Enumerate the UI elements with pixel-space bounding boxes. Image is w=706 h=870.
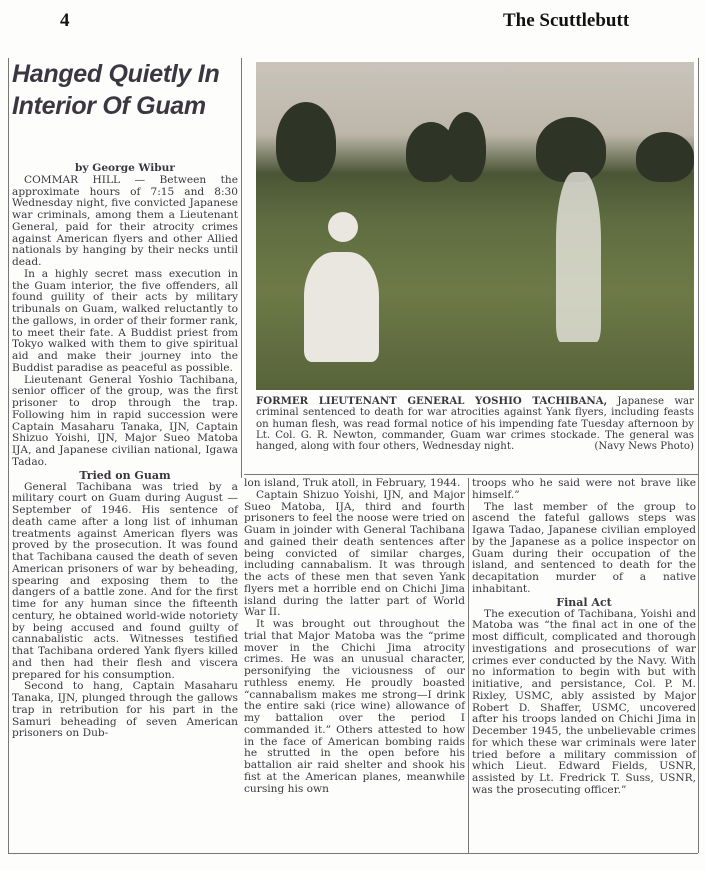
caption-body: Japanese war criminal sentenced to death for war atrocities against Yank flyers, including feasts on human flesh, was read formal notice of his impending fate Tuesday afternoon by Lt. Col. G. R. Newton, commander, Guam war crimes stockade. The general was hanged, along with four others, Wednesday night. [256,396,694,453]
caption-rule [244,474,698,475]
article-column-2 [244,478,465,795]
paragraph: It was brought out throughout the trial that Major Matoba was the “prime mover in the Chichi Jima atrocity crimes. He was an unusual character, personifying the viciousness of our ruthless enemy. He proudly boasted “cannabalism makes me strong—I drink the entire saki (rice wine) allowance of my battalion over the period I commanded it.” Others attested to how in the face of American bombing raids he strutted in the open before his battalion air raid shelter and shook his fist at the American planes, meanwhile cursing his own [244,618,465,795]
photo-caption [256,396,694,452]
headline: Hanged Quietly In Interior Of Guam [12,60,220,120]
photo-credit: (Navy News Photo) [594,441,694,453]
subhead-tried-on-guam: Tried on Guam [79,468,171,482]
column-rule [468,478,469,853]
paragraph: The last member of the group to ascend the fateful gallows steps was Igawa Tadao, Japanese civilian employed by the Japanese as a police inspector on Guam during their occupation of the island, and sentenced to death for the decapitation murder of a native inhabitant. [472,500,696,595]
border-right [698,58,699,853]
paragraph: Captain Shizuo Yoishi, IJN, and Major Sueo Matoba, IJA, third and fourth prisoners to feel the noose were tried on Guam in joinder with General Tachibana and gained their death sentences after being convicted of similar charges, including cannabalism. It was through the acts of these men that seven Yank flyers met a horrible end on Chichi Jima island during the latter part of World War II. [244,488,465,619]
paragraph: COMMAR HILL — Between the approximate hours of 7:15 and 8:30 Wednesday night, five convicted Japanese war criminals, among them a Lieutenant General, paid for their atrocity crimes against American flyers and other Allied nationals by hanging by their necks until dead. [12,173,238,268]
paragraph: lon island, Truk atoll, in February, 1944. [244,477,461,489]
news-photo [256,62,694,390]
article-column-1 [12,163,238,740]
page-number: 4 [60,10,70,31]
paragraph: In a highly secret mass execution in the Guam interior, the five offenders, all found guility of their acts by military tribunals on Guam, walked reluctantly to the gallows, in order of their former rank, to meet their fate. A Buddist priest from Tokyo walked with them to give spiritual aid and make their journey into the Buddist paradise as peaceful as possible. [12,267,238,374]
paragraph: Second to hang, Captain Masaharu Tanaka, IJN, plunged through the gallows trap in retribution for his part in the Samuri beheading of seven American prisoners on Dub- [12,680,238,740]
bottom-rule [8,853,698,854]
caption-lead: FORMER LIEUTENANT GENERAL YOSHIO TACHIBANA, [256,395,608,407]
paragraph: troops who he said were not brave like himself.” [472,477,696,501]
subhead-final-act: Final Act [556,595,612,609]
column-rule [241,58,242,478]
publication-name: The Scuttlebutt [503,10,630,31]
paragraph: General Tachibana was tried by a military court on Guam during August — September of 1946. His sentence of death came after a long list of inhuman treatments against American flyers was proved by the prosecution. It was found that Tachibana caused the death of seven American prisoners of war by beheading, spearing and exposing them to the dangers of a battle zone. And for the first time for any human since the fifteenth century, he obtained world-wide notoriety by being accused and found guilty of cannabalistic acts. Witnesses testified that Tachibana ordered Yank flyers killed and then had their flesh and viscera prepared for his consumption. [12,480,238,681]
paragraph: The execution of Tachibana, Yoishi and Matoba was “the final act in one of the most difficult, complicated and thorough investigations and prosecutions of war crimes ever conducted by the Navy. With no information to begin with but with initiative, and persistance, Col. P. M. Rixley, USMC, ably assisted by Major Robert D. Shaffer, USMC, uncovered after his troops landed on Chichi Jima in December 1945, the unbelievable crimes for which these war criminals were later tried before a military commission of which Lieut. Edward Fields, USNR, assisted by Lt. Fredrick T. Suss, USNR, was the prosecuting officer.” [472,607,696,796]
article-column-3 [472,478,696,797]
paragraph: Lieutenant General Yoshio Tachibana, senior officer of the group, was the first prisoner to drop through the trap. Following him in rapid succession were Captain Masaharu Tanaka, IJN, Captain Shizuo Yoishi, IJN, Major Sueo Matoba IJA, and Japanese civilian national, Igawa Tadao. [12,373,238,468]
byline: by George Wibur [75,162,175,174]
border-left [8,58,9,853]
